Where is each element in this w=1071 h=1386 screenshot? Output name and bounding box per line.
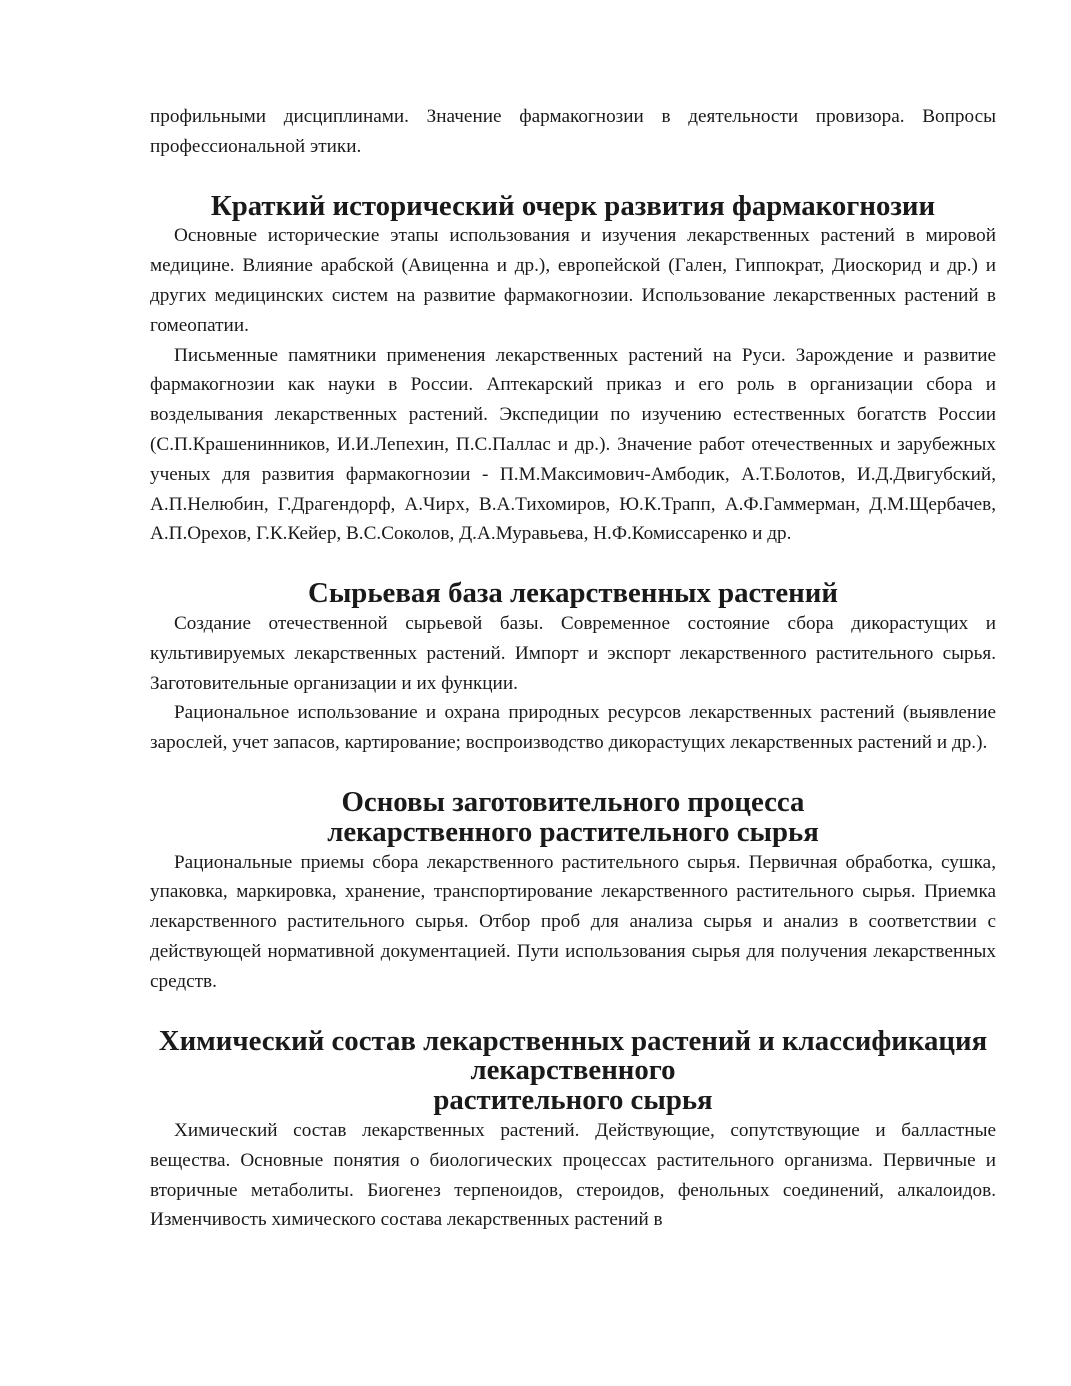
section-paragraph: Письменные памятники применения лекарственных растений на Руси. Зарождение и развитие фармакогнозии как науки в России. Аптекарский приказ и его роль в организации сбора и возделывания лекарственных растений. Экспедиции по изучению естественных богатств России (С.П.Крашенинников, И.И.Лепехин, П.С.Паллас и др.). Значение работ отечественных и зарубежных ученых для развития фармакогнозии - П.М.Максимович-Амбодик, А.Т.Болотов, И.Д.Двигубский, А.П.Нелюбин, Г.Драгендорф, А.Чирх, В.А.Тихомиров, Ю.К.Трапп, А.Ф.Гаммерман, Д.М.Щербачев, А.П.Орехов, Г.К.Кейер, В.С.Соколов, Д.А.Муравьева, Н.Ф.Комиссаренко и др. <box>150 344 996 545</box>
section-gap <box>150 997 996 1027</box>
section-heading-line: Основы заготовительного процесса <box>341 785 805 818</box>
section-heading-line: растительного сырья <box>433 1084 713 1117</box>
section-heading-line: лекарственного растительного сырья <box>327 815 819 848</box>
section-heading-line: Краткий исторический очерк развития фармакогнозии <box>210 189 936 222</box>
section-harvesting <box>150 785 996 997</box>
section-paragraph: Рациональные приемы сбора лекарственного растительного сырья. Первичная обработка, сушка, упаковка, маркировка, хранение, транспортирование лекарственного растительного сырья. Приемка лекарственного растительного сырья. Отбор проб для анализа сырья и анализ в соответствии с действующей нормативной документацией. Пути использования сырья для получения лекарственных средств. <box>150 851 996 992</box>
section-raw-material-base <box>150 579 996 758</box>
section-heading-line: Химический состав лекарственных растений и классификация лекарственного <box>158 1024 988 1087</box>
section-history <box>150 189 996 550</box>
section-gap <box>150 549 996 579</box>
section-gap <box>150 162 996 192</box>
section-heading <box>150 785 996 848</box>
section-gap <box>150 758 996 788</box>
section-chemical-composition <box>150 1024 996 1236</box>
section-paragraph: Рациональное использование и охрана природных ресурсов лекарственных растений (выявление зарослей, учет запасов, картирование; воспроизводство дикорастущих лекарственных растений и др.). <box>150 702 996 754</box>
section-paragraph: Создание отечественной сырьевой базы. Современное состояние сбора дикорастущих и культивируемых лекарственных растений. Импорт и экспорт лекарственного растительного сырья. Заготовительные организации и их функции. <box>150 612 996 694</box>
section-paragraph: Химический состав лекарственных растений. Действующие, сопутствующие и балластные вещества. Основные понятия о биологических процессах растительного организма. Первичные и вторичные метаболиты. Биогенез терпеноидов, стероидов, фенольных соединений, алкалоидов. Изменчивость химического состава лекарственных растений в <box>150 1119 996 1231</box>
section-heading <box>150 1024 996 1117</box>
document-page <box>150 102 996 1235</box>
section-heading <box>150 189 996 222</box>
section-heading-line: Сырьевая база лекарственных растений <box>308 577 838 610</box>
section-heading <box>150 579 996 609</box>
continuation-paragraph: профильными дисциплинами. Значение фармакогнозии в деятельности провизора. Вопросы профессиональной этики. <box>150 106 996 157</box>
section-paragraph: Основные исторические этапы использования и изучения лекарственных растений в мировой медицине. Влияние арабской (Авиценна и др.), европейской (Гален, Гиппократ, Диоскорид и др.) и других медицинских систем на развитие фармакогнозии. Использование лекарственных растений в гомеопатии. <box>150 225 996 336</box>
